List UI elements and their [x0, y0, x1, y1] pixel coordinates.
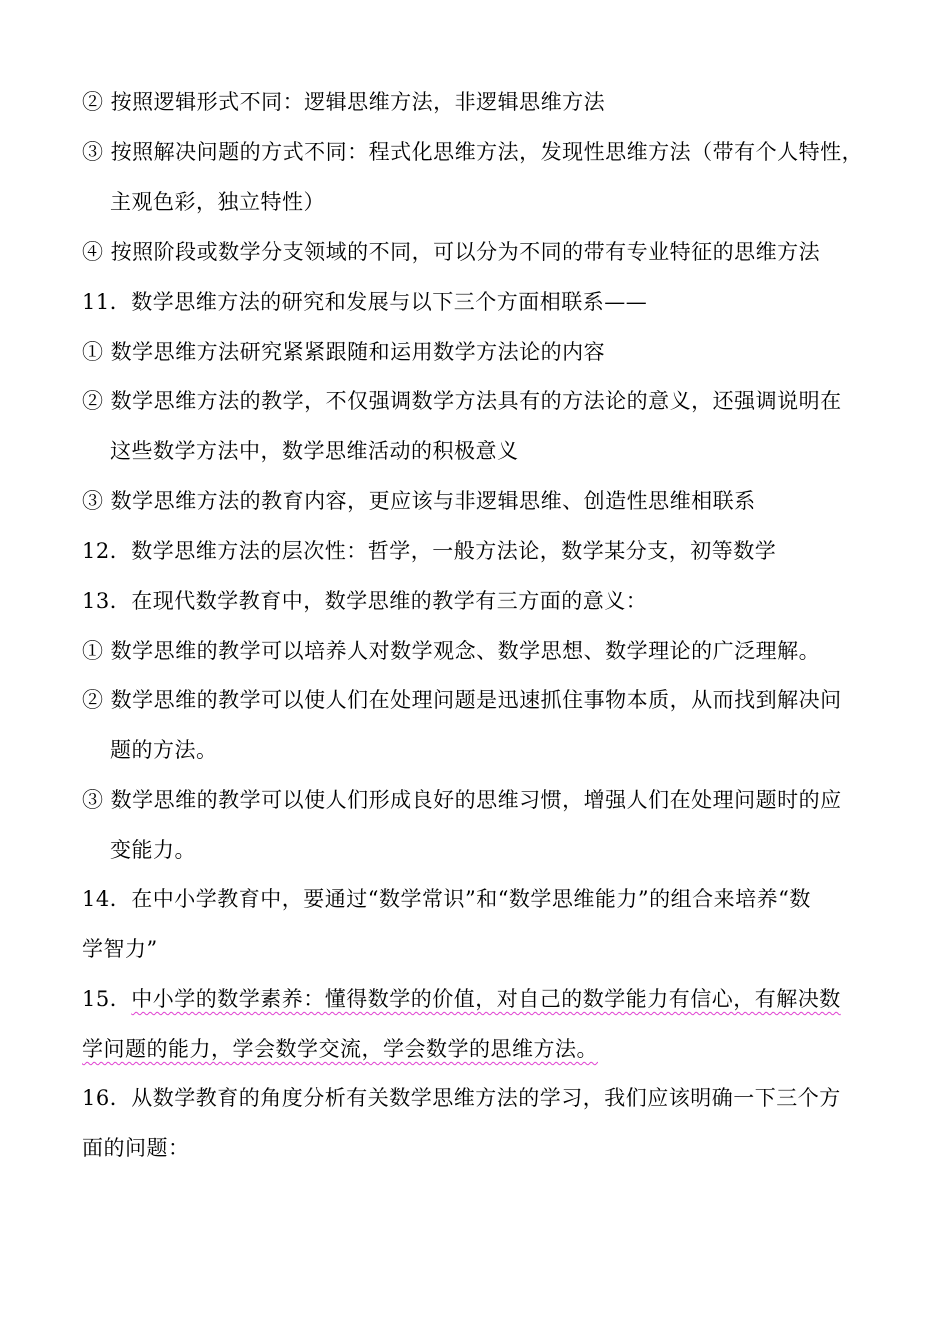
- text-line: 变能力。: [110, 838, 196, 862]
- text-line: ③ 按照解决问题的方式不同：程式化思维方法，发现性思维方法（带有个人特性，: [82, 140, 864, 164]
- text-line: ② 数学思维方法的教学，不仅强调数学方法具有的方法论的意义，还强调说明在: [82, 389, 842, 413]
- text-line: 主观色彩，独立特性）: [110, 190, 325, 214]
- underlined-text: 学问题的能力，学会数学交流，学会数学的思维方法。: [82, 1037, 598, 1061]
- text-line: 13．在现代数学教育中，数学思维的教学有三方面的意义：: [82, 589, 648, 613]
- text-line: ② 按照逻辑形式不同：逻辑思维方法，非逻辑思维方法: [82, 90, 606, 114]
- item-number: 15．: [82, 987, 132, 1011]
- text-line: ③ 数学思维方法的教育内容，更应该与非逻辑思维、创造性思维相联系: [82, 489, 756, 513]
- text-line: 12．数学思维方法的层次性：哲学，一般方法论，数学某分支，初等数学: [82, 539, 777, 563]
- text-line: 题的方法。: [110, 738, 218, 762]
- text-line: 学智力”: [82, 937, 158, 961]
- text-line: 16．从数学教育的角度分析有关数学思维方法的学习，我们应该明确一下三个方: [82, 1086, 841, 1110]
- text-line: 这些数学方法中，数学思维活动的积极意义: [110, 439, 519, 463]
- text-line-highlighted: [82, 1034, 872, 1064]
- text-line: ① 数学思维的教学可以培养人对数学观念、数学思想、数学理论的广泛理解。: [82, 639, 821, 663]
- text-line-highlighted: [82, 984, 872, 1014]
- text-line: ② 数学思维的教学可以使人们在处理问题是迅速抓住事物本质，从而找到解决问: [82, 688, 842, 712]
- text-line: ④ 按照阶段或数学分支领域的不同，可以分为不同的带有专业特征的思维方法: [82, 240, 821, 264]
- underlined-text: 中小学的数学素养：懂得数学的价值，对自己的数学能力有信心，有解决数: [131, 987, 841, 1011]
- text-line: ① 数学思维方法研究紧紧跟随和运用数学方法论的内容: [82, 340, 606, 364]
- text-line: 14．在中小学教育中，要通过“数学常识”和“数学思维能力”的组合来培养“数: [82, 887, 811, 911]
- text-line: ③ 数学思维的教学可以使人们形成良好的思维习惯，增强人们在处理问题时的应: [82, 788, 842, 812]
- text-line: 面的问题：: [82, 1136, 190, 1160]
- text-line: 11．数学思维方法的研究和发展与以下三个方面相联系——: [82, 290, 648, 314]
